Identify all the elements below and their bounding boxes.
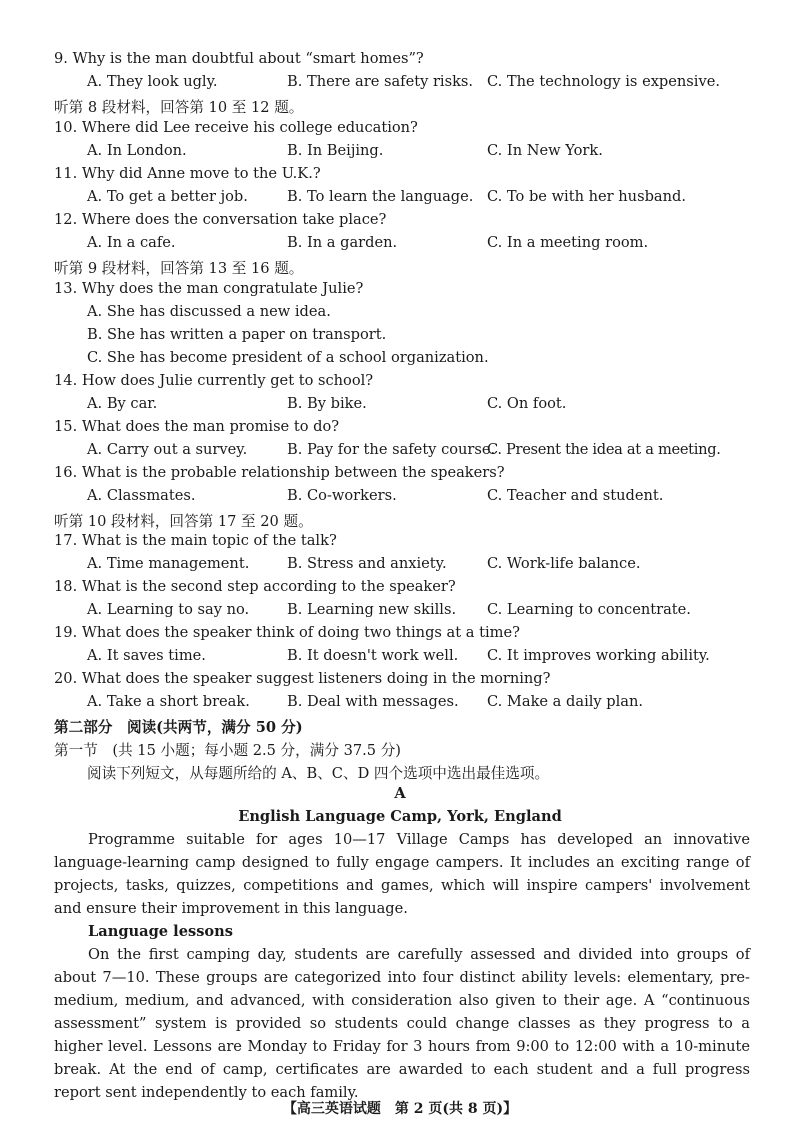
q17-option-c: C. Work-life balance. — [487, 555, 641, 572]
question-16: 16. What is the probable relationship between the speakers? — [54, 464, 505, 481]
q13-option-a: A. She has discussed a new idea. — [87, 303, 331, 320]
q13-option-c: C. She has become president of a school organization. — [87, 349, 489, 366]
q16-option-b: B. Co-workers. — [287, 487, 397, 504]
q20-option-c: C. Make a daily plan. — [487, 693, 644, 710]
q16-option-c: C. Teacher and student. — [487, 487, 664, 504]
q11-option-b: B. To learn the language. — [287, 188, 474, 205]
passage-title: English Language Camp, York, England — [238, 808, 562, 825]
q14-option-c: C. On foot. — [487, 395, 567, 412]
question-11: 11. Why did Anne move to the U.K.? — [54, 165, 321, 182]
passage-letter: A — [394, 785, 406, 802]
question-18: 18. What is the second step according to the speaker? — [54, 578, 456, 595]
q19-option-c: C. It improves working ability. — [487, 647, 710, 664]
question-20: 20. What does the speaker suggest listeners doing in the morning? — [54, 670, 551, 687]
q19-option-b: B. It doesn't work well. — [287, 647, 459, 664]
q15-option-a: A. Carry out a survey. — [87, 441, 248, 458]
q11-option-a: A. To get a better job. — [87, 188, 248, 205]
q20-option-b: B. Deal with messages. — [287, 693, 459, 710]
question-12: 12. Where does the conversation take place? — [54, 211, 387, 228]
subheading-language-lessons: Language lessons — [88, 923, 233, 940]
q15-option-b: B. Pay for the safety course. — [287, 441, 496, 458]
q16-option-a: A. Classmates. — [87, 487, 196, 504]
q12-option-c: C. In a meeting room. — [487, 234, 649, 251]
question-10: 10. Where did Lee receive his college education? — [54, 119, 418, 136]
question-14: 14. How does Julie currently get to school? — [54, 372, 374, 389]
paragraph-2: On the first camping day, students are carefully assessed and divided into groups of about 7—10. These groups are categorized into four distinct ability levels: elementary, pre-medium, medium, and advanced, with consideration also given to their age. A “continuous assessment” system is provided so students could change classes as they progress to a higher level. Lessons are Monday to Friday for 3 hours from 9:00 to 12:00 with a 10-minute break. At the end of camp, certificates are awarded to each student and a full progress report sent independently to each family. — [54, 946, 750, 1101]
q12-option-b: B. In a garden. — [287, 234, 398, 251]
paragraph-1: Programme suitable for ages 10—17 Village Camps has developed an innovative language-learning camp designed to fully engage campers. It includes an exciting range of projects, tasks, quizzes, competitions and games, which will inspire campers' involvement and ensure their improvement in this language. — [54, 831, 750, 917]
q18-option-a: A. Learning to say no. — [87, 601, 250, 618]
question-9: 9. Why is the man doubtful about “smart homes”? — [54, 50, 424, 67]
section-8-instruction: 听第 8 段材料，回答第 10 至 12 题。 — [54, 99, 304, 116]
q18-option-b: B. Learning new skills. — [287, 601, 457, 618]
reading-instruction: 阅读下列短文，从每题所给的 A、B、C、D 四个选项中选出最佳选项。 — [87, 765, 550, 782]
q9-option-b: B. There are safety risks. — [287, 73, 474, 90]
q9-option-a: A. They look ugly. — [87, 73, 218, 90]
section-10-instruction: 听第 10 段材料，回答第 17 至 20 题。 — [54, 513, 313, 530]
q10-option-c: C. In New York. — [487, 142, 603, 159]
passage-body — [54, 828, 750, 1104]
q14-option-b: B. By bike. — [287, 395, 367, 412]
q18-option-c: C. Learning to concentrate. — [487, 601, 691, 618]
question-17: 17. What is the main topic of the talk? — [54, 532, 337, 549]
question-15: 15. What does the man promise to do? — [54, 418, 340, 435]
q11-option-c: C. To be with her husband. — [487, 188, 686, 205]
question-13: 13. Why does the man congratulate Julie? — [54, 280, 364, 297]
q19-option-a: A. It saves time. — [87, 647, 206, 664]
q12-option-a: A. In a cafe. — [87, 234, 176, 251]
q17-option-a: A. Time management. — [87, 555, 250, 572]
q15-option-c: C. Present the idea at a meeting. — [487, 441, 721, 458]
q13-option-b: B. She has written a paper on transport. — [87, 326, 387, 343]
section-1-heading: 第一节 (共 15 小题；每小题 2.5 分，满分 37.5 分) — [54, 742, 401, 759]
part-2-heading: 第二部分 阅读(共两节，满分 50 分) — [54, 719, 303, 736]
q20-option-a: A. Take a short break. — [87, 693, 250, 710]
section-9-instruction: 听第 9 段材料，回答第 13 至 16 题。 — [54, 260, 304, 277]
q17-option-b: B. Stress and anxiety. — [287, 555, 447, 572]
page-footer: 【高三英语试题 第 2 页(共 8 页)】 — [282, 1101, 518, 1117]
q14-option-a: A. By car. — [87, 395, 158, 412]
question-19: 19. What does the speaker think of doing two things at a time? — [54, 624, 520, 641]
q9-option-c: C. The technology is expensive. — [487, 73, 720, 90]
q10-option-b: B. In Beijing. — [287, 142, 384, 159]
q10-option-a: A. In London. — [87, 142, 187, 159]
